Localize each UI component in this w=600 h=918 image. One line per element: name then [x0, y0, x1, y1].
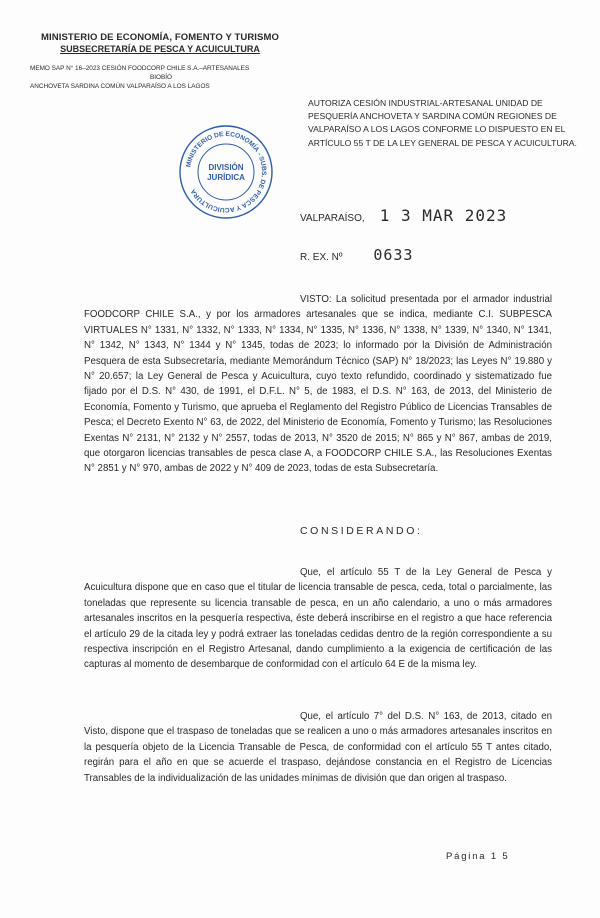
seal-ring-text: MINISTERIO DE ECONOMÍA - SUBS. DE PESCA Y ACUICULTURA	[185, 130, 268, 214]
seal-center-line-2: JURÍDICA	[207, 173, 245, 182]
memo-line-3: ANCHOVETA SARDINA COMÚN VALPARAÍSO A LOS LAGOS	[30, 83, 210, 90]
seal-inner-ring	[198, 144, 254, 200]
resolution-title: AUTORIZA CESIÓN INDUSTRIAL-ARTESANAL UNIDAD DE PESQUERÍA ANCHOVETA Y SARDINA COMÚN REGIONES DE VALPARAÍSO A LOS LAGOS CONFORME LO DISPUESTO EN EL ARTÍCULO 55 T DE LA LEY GENERAL DE PESCA Y ACUICULTURA.	[308, 98, 577, 148]
seal-outer-ring	[180, 126, 272, 218]
subsecretaria-name: SUBSECRETARÍA DE PESCA Y ACUICULTURA	[60, 44, 260, 54]
city: VALPARAÍSO,	[300, 213, 365, 224]
seal-center-line-1: DIVISIÓN	[208, 163, 244, 172]
stamped-date: 1 3 MAR 2023	[379, 206, 508, 225]
memo-line-1: MEMO SAP N° 16–2023 CESIÓN FOODCORP CHILE S.A.–ARTESANALES	[30, 65, 250, 72]
letterhead	[30, 32, 290, 54]
resolution-label: R. EX. Nº	[300, 252, 343, 263]
resolution-number: 0633	[373, 246, 414, 264]
considerando-heading: CONSIDERANDO:	[300, 525, 423, 537]
ministry-name: MINISTERIO DE ECONOMÍA, FOMENTO Y TURISMO	[41, 32, 279, 43]
page-number: Página 1 5	[446, 851, 510, 862]
memo-reference	[30, 64, 300, 91]
division-juridica-seal	[176, 122, 276, 222]
dateline	[300, 206, 507, 225]
considerando-paragraph-2: Que, el artículo 7° del D.S. N° 163, de 2013, citado en Visto, dispone que el traspaso de toneladas que se realicen a uno o más armadores artesanales inscritos en la pesquería objeto de la Licencia Transable de Pesca, de conformidad con el artículo 55 T antes citado, regirán para el año en que se acuerde el traspaso, dejándose constancia en el Registro de Licencias Transables de la individualización de las unidades mínimas de división que dan origen al traspaso.	[84, 711, 552, 784]
resolution-number-line	[300, 246, 413, 264]
considerando-paragraph-1: Que, el artículo 55 T de la Ley General de Pesca y Acuicultura dispone que en caso que el titular de licencia transable de pesca, ceda, total o parcialmente, las toneladas que represente su licencia transable de pesca, en un año calendario, a uno o más armadores artesanales inscritos en la pesquería respectiva, éste deberá inscribirse en el registro a que hace referencia el artículo 29 de la citada ley y podrá extraer las toneladas cedidas dentro de la región correspondiente a su respectiva inscripción en el Registro Artesanal, dando cumplimiento a la exigencia de certificación de las capturas al momento de desembarque de conformidad con el artículo 64 E de la misma ley.	[84, 567, 552, 671]
memo-line-2: BIOBÍO	[150, 74, 173, 81]
visto-paragraph: VISTO: La solicitud presentada por el armador industrial FOODCORP CHILE S.A., y por los armadores artesanales que se indica, mediante C.I. SUBPESCA VIRTUALES N° 1331, N° 1332, N° 1333, N° 1334, N° 1335, N° 1336, N° 1338, N° 1339, N° 1340, N° 1341, N° 1342, N° 1343, N° 1344 y N° 1345, todas de 2023; lo informado por la División de Administración Pesquera de esta Subsecretaría, mediante Memorándum Técnico (SAP) N° 18/2023; las Leyes N° 19.880 y N° 20.657; la Ley General de Pesca y Acuicultura, cuyo texto refundido, coordinado y sistematizado fue fijado por el D.S. N° 430, de 1991, el D.F.L. N° 5, de 1983, el D.S. N° 163, de 2013, del Ministerio de Economía, Fomento y Turismo, que aprueba el Reglamento del Registro Público de Licencias Transables de Pesca; el Decreto Exento N° 63, de 2022, del Ministerio de Economía, Fomento y Turismo; las Resoluciones Exentas N° 2131, N° 2132 y N° 2557, todas de 2013, N° 3520 de 2015; N° 865 y N° 867, ambas de 2019, que otorgaron licencias transables de pesca clase A, a FOODCORP CHILE S.A., las Resoluciones Exentas N° 2851 y N° 970, ambas de 2022 y N° 409 de 2023, todas de esta Subsecretaría.	[84, 294, 552, 475]
